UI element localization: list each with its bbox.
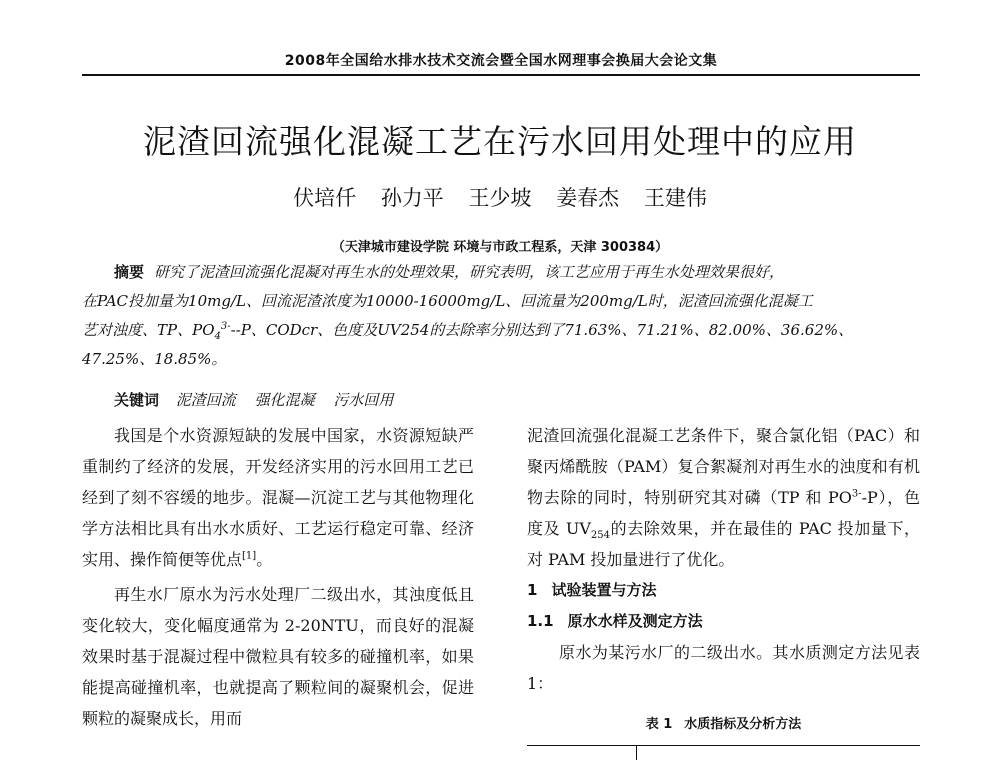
header-rule [82, 74, 920, 76]
keywords-label: 关键词 [114, 391, 160, 409]
author: 孙力平 [380, 186, 444, 210]
keywords [114, 389, 514, 410]
author: 伏培仟 [293, 186, 357, 210]
author: 姜春杰 [556, 186, 620, 210]
body-paragraph: 泥渣回流强化混凝工艺条件下，聚合氯化铝（PAC）和聚丙烯酰胺（PAM）复合絮凝剂对再生水的浊度和有机物去除的同时，特别研究其对磷（TP 和 $PO^{3-}-P$），色度及 $UV_{254}$的去除效果，并在最佳的 PAC 投加量下，对 PAM 投加量进行了优化。 [527, 426, 920, 569]
abstract [82, 258, 920, 374]
abstract-label: 摘要 [114, 263, 145, 281]
subsection-heading: 1.1 原水水样及测定方法 [527, 612, 703, 630]
keyword: 泥渣回流 [175, 391, 236, 409]
abstract-line: 47.25%、18.85%。 [82, 350, 227, 368]
right-column [527, 420, 920, 740]
abstract-line: 摘要 研究了泥渣回流强化混凝对再生水的处理效果，研究表明，该工艺应用于再生水处理效果很好， [114, 263, 785, 281]
citation-ref: [1] [242, 550, 257, 562]
body-paragraph: 原水为某污水厂的二级出水。其水质测定方法见表 1： [527, 643, 920, 693]
section-heading: 1 试验装置与方法 [527, 581, 657, 599]
table-caption: 表 1 水质指标及分析方法 [645, 717, 802, 732]
affiliation: （天津城市建设学院 环境与市政工程系，天津 300384） [331, 240, 669, 255]
left-column [82, 420, 474, 734]
table-top-rule [527, 745, 920, 746]
body-paragraph: 我国是个水资源短缺的发展中国家，水资源短缺严重制约了经济的发展，开发经济实用的污水回用工艺已经到了刻不容缓的地步。混凝—沉淀工艺与其他物理化学方法相比具有出水水质好、工艺运行稳定可靠、经济实用、操作简便等优点[1]。 [82, 426, 474, 569]
paper-title: 泥渣回流强化混凝工艺在污水回用处理中的应用 [143, 122, 857, 161]
author: 王建伟 [643, 186, 707, 210]
table-column-divider [636, 745, 637, 760]
abstract-line: 艺对浊度、TP、$PO_4^{3-}--P$、CODcr、色度及UV254的去除率分别达到了71.63%、71.21%、82.00%、36.62%、 [82, 321, 854, 342]
body-paragraph: 再生水厂原水为污水处理厂二级出水，其浊度低且变化较大，变化幅度通常为 2-20NTU，而良好的混凝效果时基于混凝过程中微粒具有较多的碰撞机率，如果能提高碰撞机率，也就提高了颗粒间的凝聚机会，促进颗粒的凝聚成长，用而 [82, 585, 474, 728]
author: 王少坡 [468, 186, 532, 210]
keyword: 强化混凝 [254, 391, 315, 409]
keyword: 污水回用 [333, 391, 394, 409]
abstract-line: 在PAC投加量为10mg/L、回流泥渣浓度为10000-16000mg/L、回流量为200mg/L时，泥渣回流强化混凝工 [82, 292, 813, 310]
running-header: 2008年全国给水排水技术交流会暨全国水网理事会换届大会论文集 [284, 53, 718, 69]
author-list [0, 182, 1000, 212]
